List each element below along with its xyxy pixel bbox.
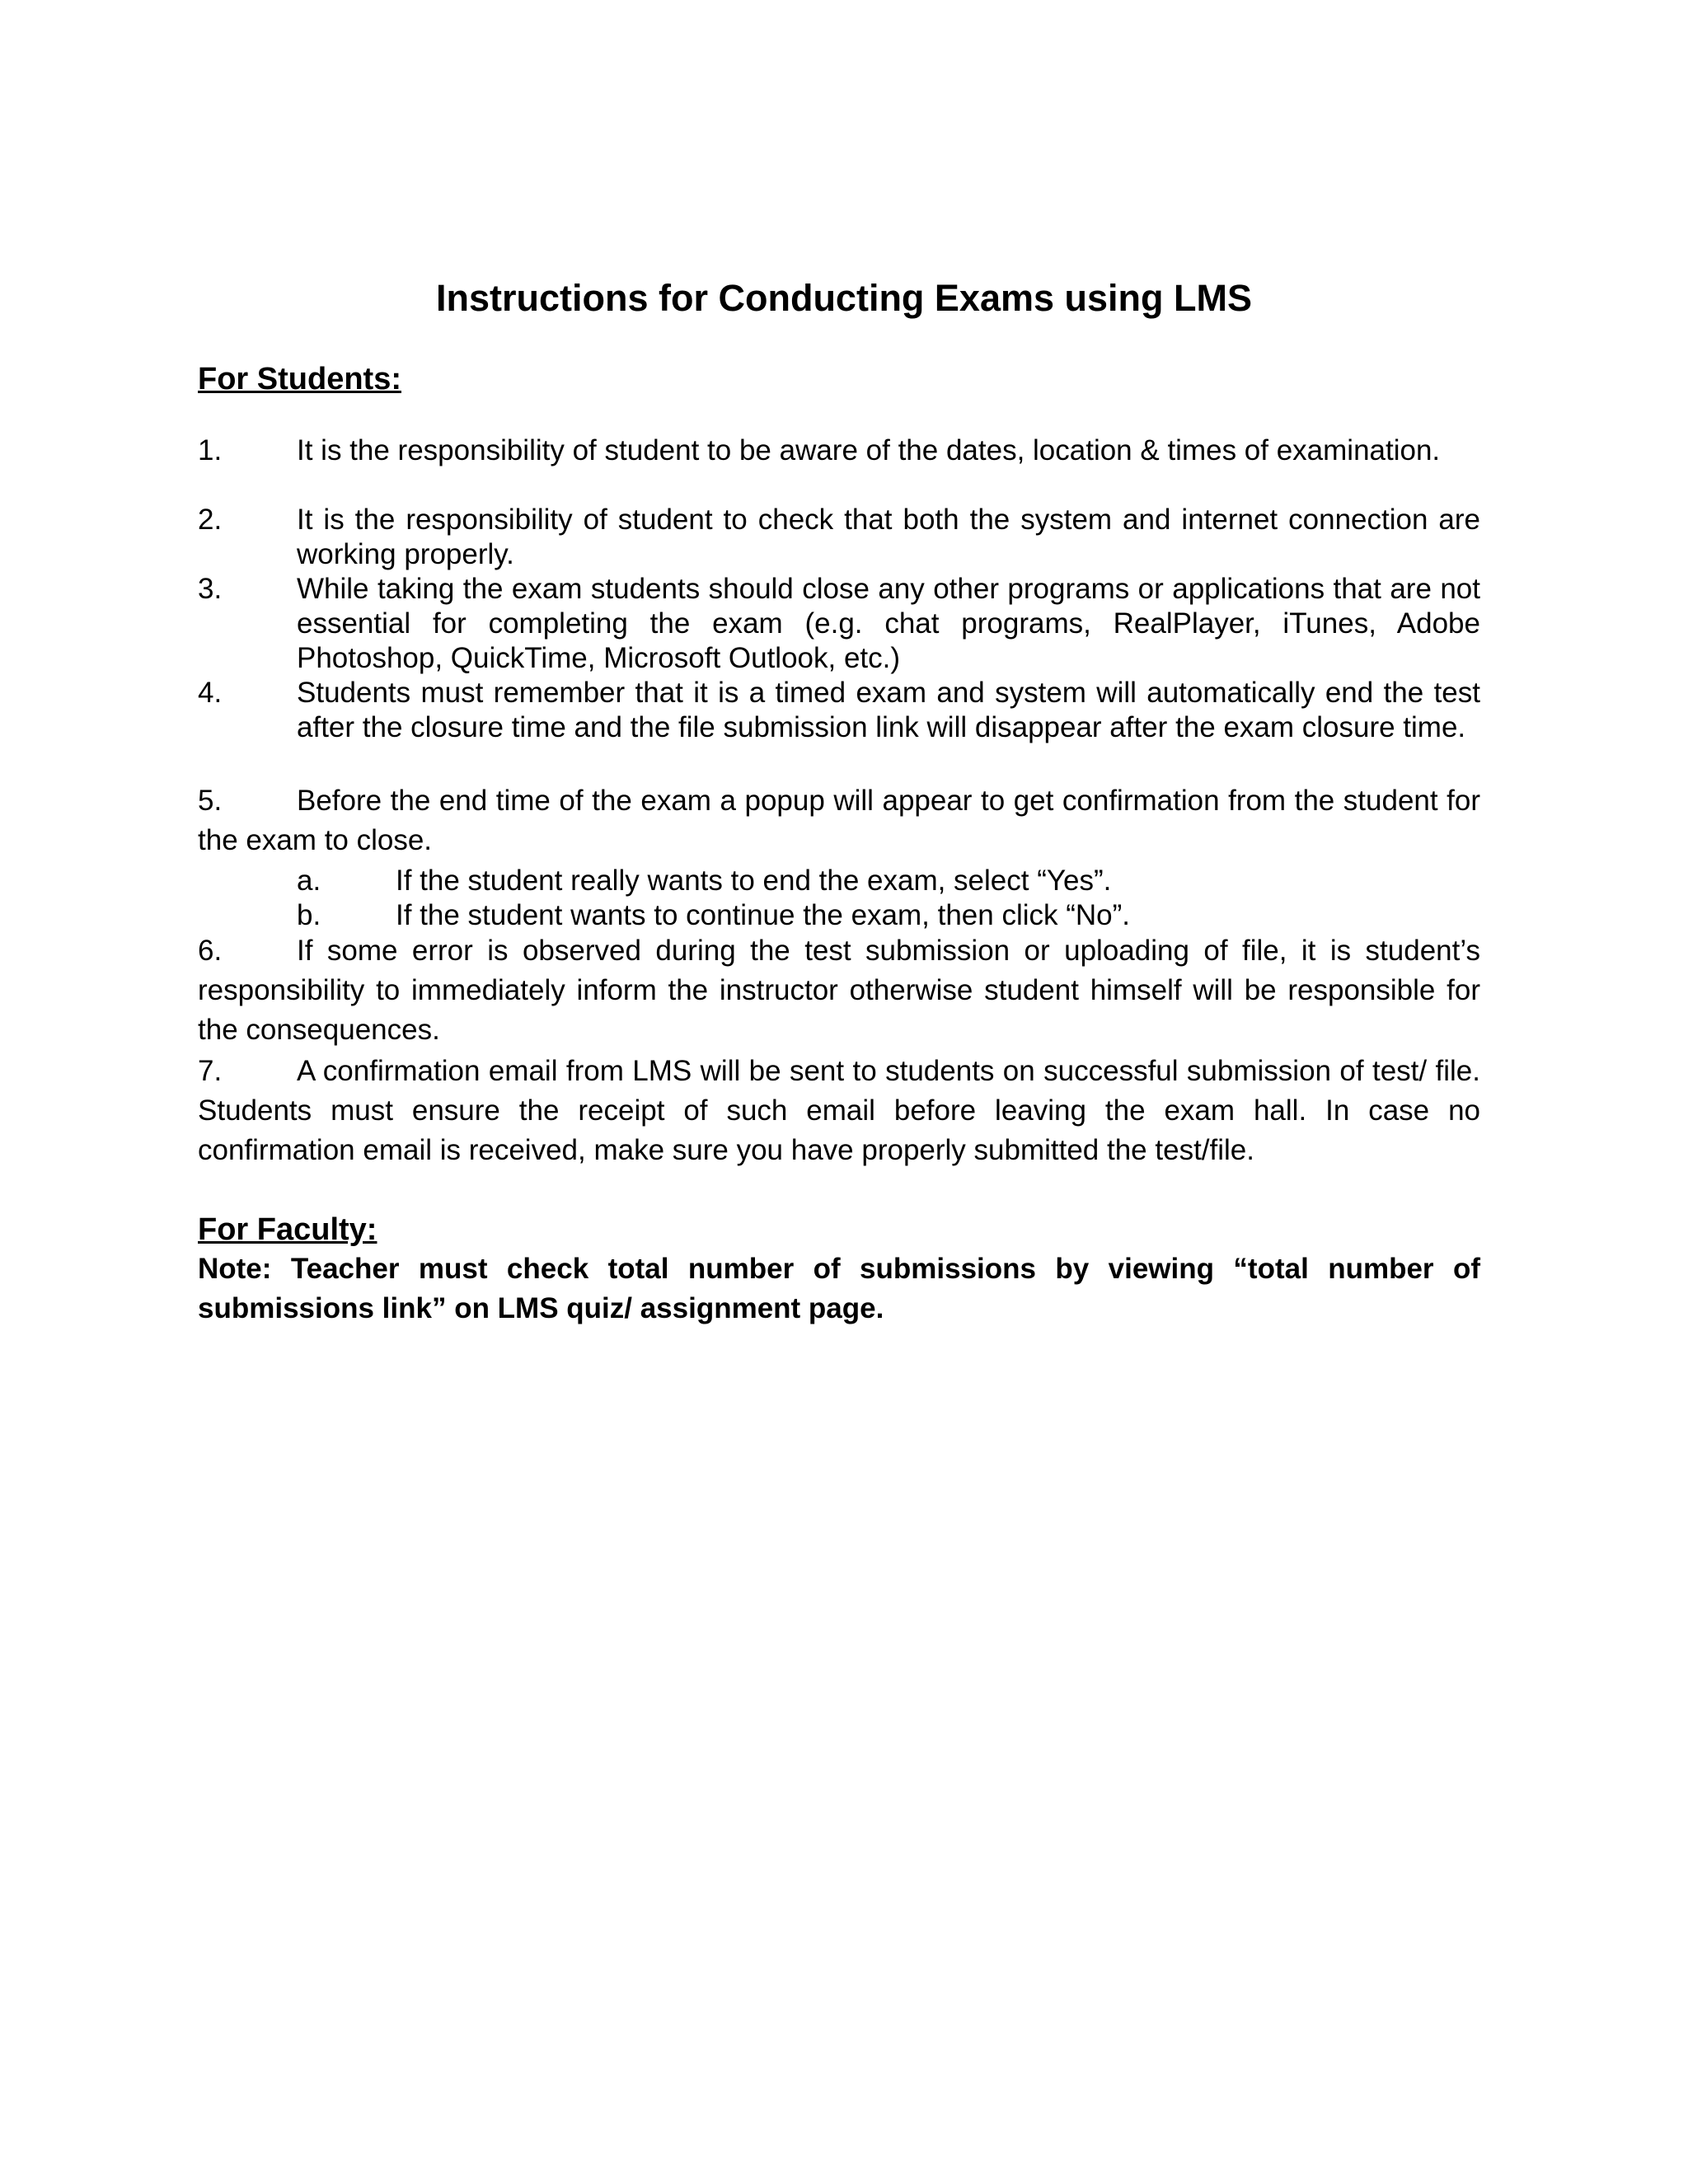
list-item-text: Before the end time of the exam a popup will appear to get confirmation from the student for the exam to close. [198, 785, 1480, 856]
sub-item-letter: a. [297, 865, 321, 897]
list-item-number: 5. [198, 785, 223, 817]
list-item [198, 931, 1480, 1050]
faculty-heading: For Faculty: [198, 1212, 377, 1247]
list-item-text: It is the responsibility of student to check that both the system and internet connection are working properly. [297, 504, 1480, 570]
list-item-text: If some error is observed during the test submission or uploading of file, it is student’s responsibility to immediately inform the instructor otherwise student himself will be responsible for the consequences. [198, 935, 1480, 1046]
sub-item-letter: b. [297, 899, 321, 931]
faculty-note: Note: Teacher must check total number of submissions by viewing “total number of submissions link” on LMS quiz/ assignment page. [198, 1253, 1480, 1324]
list-item [198, 503, 1480, 572]
sub-item-text: If the student really wants to end the exam, select “Yes”. [396, 865, 1112, 897]
sub-list-item [297, 864, 1480, 898]
list-item [198, 434, 1480, 468]
page-title: Instructions for Conducting Exams using LMS [435, 277, 1253, 319]
list-item-number: 1. [198, 434, 223, 466]
list-item-number: 4. [198, 677, 223, 709]
list-item [198, 781, 1480, 860]
list-item-number: 2. [198, 504, 223, 536]
list-item-number: 6. [198, 935, 223, 967]
list-item [198, 572, 1480, 676]
list-item-text: A confirmation email from LMS will be sent to students on successful submission of test/ file. Students must ensure the receipt of such email before leaving the exam hall. In case no confirmation email is received, make sure you have properly submitted the test/file. [198, 1055, 1480, 1166]
list-item-number: 7. [198, 1055, 223, 1087]
list-item-text: It is the responsibility of student to be aware of the dates, location & times of examination. [297, 434, 1441, 466]
list-item [198, 1052, 1480, 1170]
list-item [198, 676, 1480, 745]
list-item-number: 3. [198, 573, 223, 605]
list-item-text: While taking the exam students should close any other programs or applications that are not essential for completing the exam (e.g. chat programs, RealPlayer, iTunes, Adobe Photoshop, QuickTime, Microsoft Outlook, etc.) [297, 573, 1480, 674]
sub-list-item [297, 898, 1480, 933]
sub-item-text: If the student wants to continue the exam, then click “No”. [396, 899, 1131, 931]
list-item-text: Students must remember that it is a timed exam and system will automatically end the test after the closure time and the file submission link will disappear after the exam closure time. [297, 677, 1480, 743]
students-heading: For Students: [198, 362, 401, 396]
